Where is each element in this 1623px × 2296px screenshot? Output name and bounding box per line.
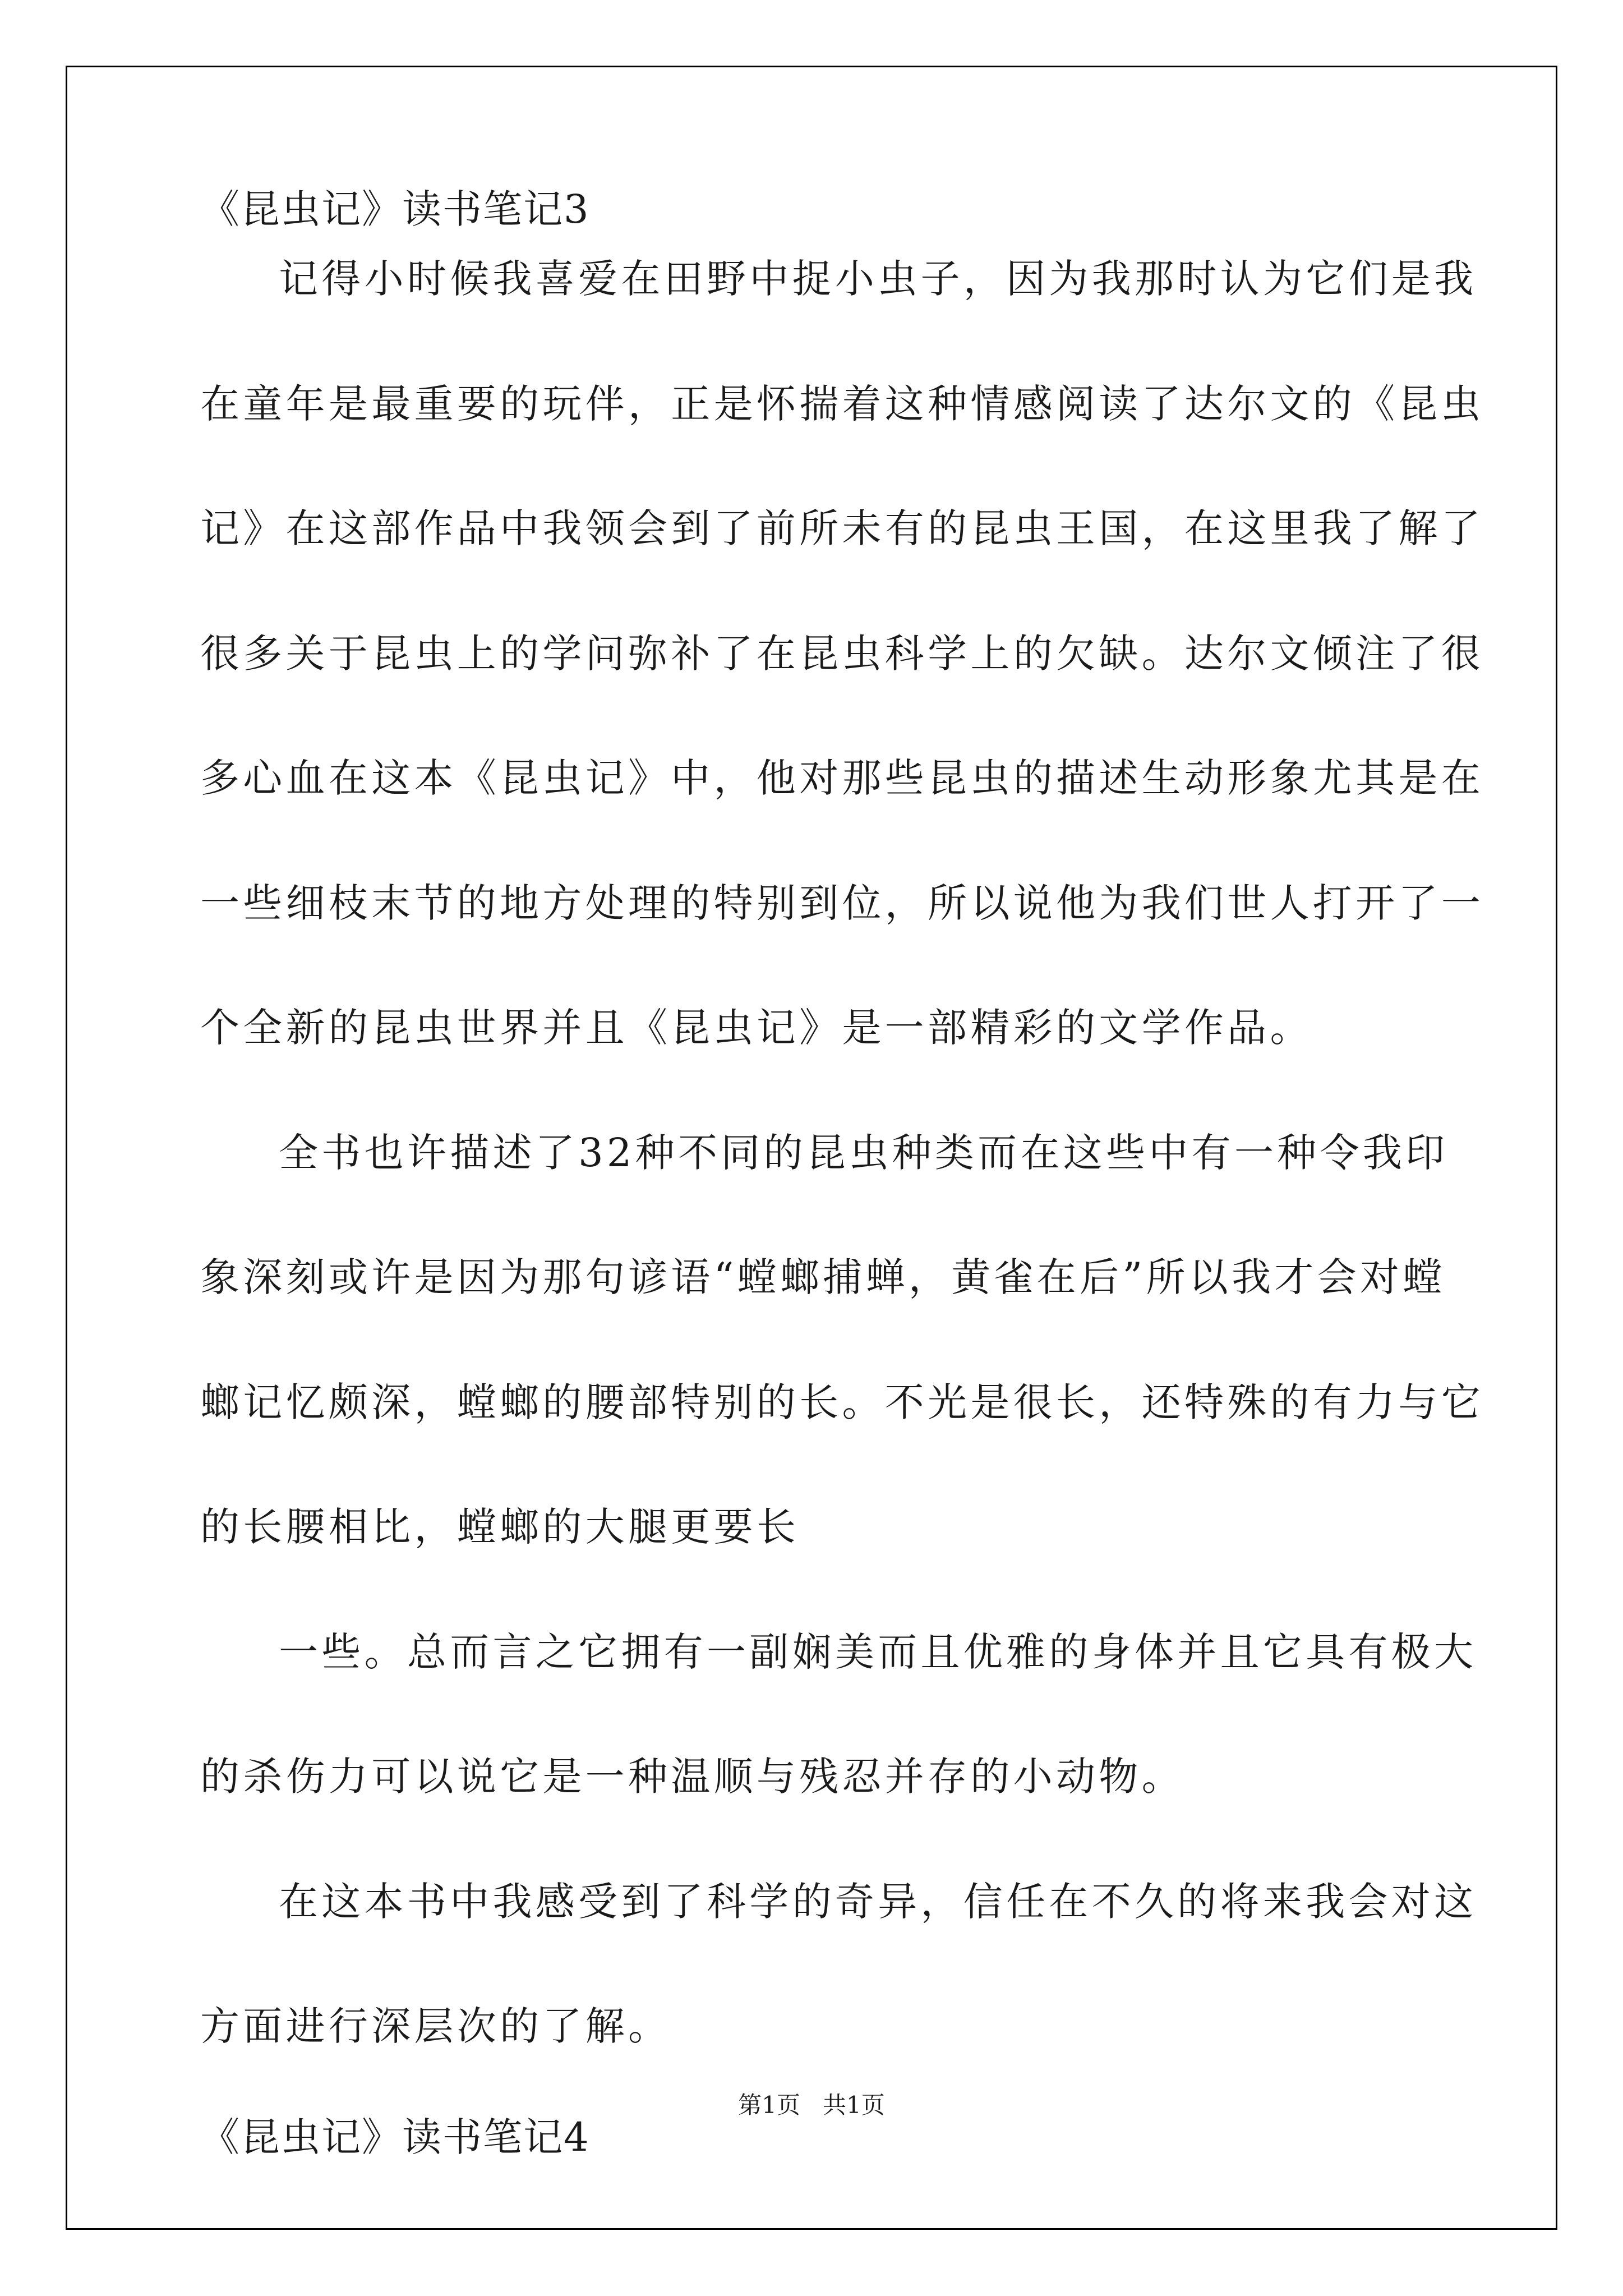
paragraph-line: 象深刻或许是因为那句谚语“螳螂捕蝉，黄雀在后”所以我才会对螳 [200, 1254, 1446, 1300]
paragraph-line: 在这本书中我感受到了科学的奇异，信任在不久的将来我会对这 [279, 1879, 1477, 1925]
paragraph-line: 多心血在这本《昆虫记》中，他对那些昆虫的描述生动形象尤其是在 [200, 755, 1484, 801]
paragraph-line: 很多关于昆虫上的学问弥补了在昆虫科学上的欠缺。达尔文倾注了很 [200, 631, 1484, 677]
paragraph-line: 的杀伤力可以说它是一种温顺与残忍并存的小动物。 [200, 1754, 1184, 1800]
paragraph-line: 全书也许描述了32种不同的昆虫种类而在这些中有一种令我印 [279, 1130, 1449, 1176]
paragraph-line: 记得小时候我喜爱在田野中捉小虫子，因为我那时认为它们是我 [279, 256, 1477, 302]
paragraph-line: 方面进行深层次的了解。 [200, 2003, 671, 2049]
page-number: 第1页 [738, 2091, 800, 2119]
section-heading: 《昆虫记》读书笔记4 [200, 2114, 590, 2160]
paragraph-line: 个全新的昆虫世界并且《昆虫记》是一部精彩的文学作品。 [200, 1005, 1313, 1051]
paragraph-line: 一些细枝末节的地方处理的特别到位，所以说他为我们世人打开了一 [200, 880, 1484, 926]
paragraph-line: 的长腰相比，螳螂的大腿更要长 [200, 1504, 800, 1550]
page-footer [0, 2087, 1623, 2120]
paragraph-line: 记》在这部作品中我领会到了前所未有的昆虫王国，在这里我了解了 [200, 505, 1484, 551]
section-heading: 《昆虫记》读书笔记3 [200, 186, 590, 232]
paragraph-line: 在童年是最重要的玩伴，正是怀揣着这种情感阅读了达尔文的《昆虫 [200, 381, 1484, 427]
paragraph-line: 一些。总而言之它拥有一副娴美而且优雅的身体并且它具有极大 [279, 1629, 1477, 1675]
paragraph-line: 螂记忆颇深，螳螂的腰部特别的长。不光是很长，还特殊的有力与它 [200, 1379, 1484, 1425]
page-total: 共1页 [823, 2091, 885, 2119]
